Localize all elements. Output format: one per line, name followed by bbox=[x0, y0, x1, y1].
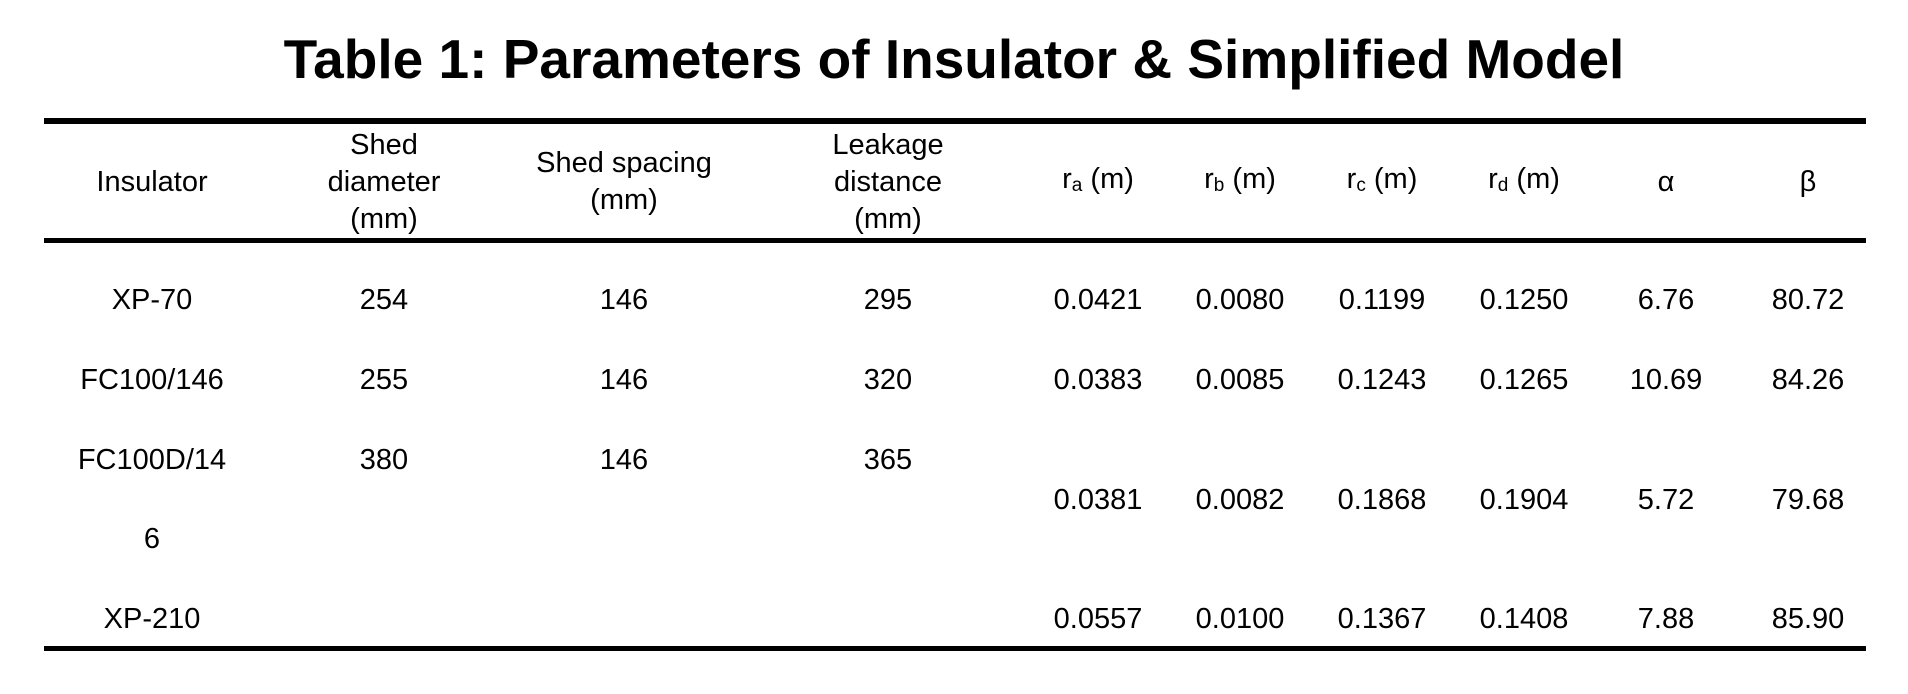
cell-insulator-line2: 6 bbox=[143, 523, 161, 555]
header-rd-label: $r_d$ (m) bbox=[1488, 162, 1560, 196]
cell-leakage-distance: 320 bbox=[863, 364, 913, 396]
cell-rb: 0.0100 bbox=[1195, 603, 1285, 635]
header-ra bbox=[1062, 126, 1134, 238]
cell-shed-diameter: 254 bbox=[359, 284, 409, 316]
cell-ra: 0.0383 bbox=[1053, 364, 1143, 396]
header-rc-label: $r_c$ (m) bbox=[1346, 162, 1418, 196]
header-leakage-distance-line2: distance bbox=[833, 165, 942, 198]
cell-leakage-distance: 295 bbox=[863, 284, 913, 316]
cell-alpha: 5.72 bbox=[1637, 484, 1695, 516]
cell-shed-diameter: 255 bbox=[359, 364, 409, 396]
header-leakage-distance-line1: Leakage bbox=[832, 128, 944, 161]
header-leakage-distance bbox=[832, 126, 943, 238]
header-shed-spacing bbox=[536, 126, 712, 238]
cell-shed-diameter: 380 bbox=[359, 444, 409, 476]
cell-rb: 0.0082 bbox=[1195, 484, 1285, 516]
cell-leakage-distance: 365 bbox=[863, 444, 913, 476]
header-rb bbox=[1204, 126, 1276, 238]
table-title: Table 1: Parameters of Insulator & Simplified Model bbox=[283, 28, 1625, 90]
header-insulator-label: Insulator bbox=[96, 165, 208, 198]
cell-rb: 0.0080 bbox=[1195, 284, 1285, 316]
table-top-rule bbox=[44, 118, 1866, 124]
header-beta bbox=[1800, 126, 1817, 238]
cell-beta: 85.90 bbox=[1771, 603, 1845, 635]
cell-ra: 0.0381 bbox=[1053, 484, 1143, 516]
header-shed-diameter-line3: (mm) bbox=[350, 202, 418, 235]
header-insulator bbox=[96, 126, 207, 238]
cell-shed-spacing: 146 bbox=[599, 284, 649, 316]
cell-insulator: XP-210 bbox=[103, 603, 201, 635]
header-alpha-label: α bbox=[1657, 165, 1675, 198]
cell-beta: 84.26 bbox=[1771, 364, 1845, 396]
cell-insulator-line1: FC100D/14 bbox=[77, 444, 227, 476]
cell-rc: 0.1243 bbox=[1337, 364, 1427, 396]
cell-insulator: FC100/146 bbox=[80, 364, 224, 396]
cell-rd: 0.1408 bbox=[1479, 603, 1569, 635]
cell-beta: 79.68 bbox=[1771, 484, 1845, 516]
header-rc bbox=[1347, 126, 1418, 238]
header-shed-spacing-line2: (mm) bbox=[590, 184, 658, 216]
header-ra-label: $r_a$ (m) bbox=[1062, 162, 1134, 196]
cell-rc: 0.1868 bbox=[1337, 484, 1427, 516]
cell-alpha: 7.88 bbox=[1637, 603, 1695, 635]
cell-beta: 80.72 bbox=[1771, 284, 1845, 316]
header-rd bbox=[1488, 126, 1560, 238]
cell-rd: 0.1904 bbox=[1479, 484, 1569, 516]
cell-rc: 0.1199 bbox=[1338, 284, 1426, 316]
cell-rd: 0.1250 bbox=[1479, 284, 1569, 316]
cell-alpha: 10.69 bbox=[1629, 364, 1703, 396]
cell-shed-spacing: 146 bbox=[599, 364, 649, 396]
header-shed-spacing-line1: Shed spacing bbox=[536, 147, 712, 179]
cell-rc: 0.1367 bbox=[1337, 603, 1427, 635]
header-rb-label: $r_b$ (m) bbox=[1204, 162, 1276, 196]
cell-rd: 0.1265 bbox=[1479, 364, 1569, 396]
header-shed-diameter-line2: diameter bbox=[327, 165, 441, 198]
cell-ra: 0.0421 bbox=[1053, 284, 1143, 316]
header-shed-diameter bbox=[328, 126, 441, 238]
cell-shed-spacing: 146 bbox=[599, 444, 649, 476]
header-shed-diameter-line1: Shed bbox=[350, 128, 418, 161]
table-bottom-rule bbox=[44, 646, 1866, 651]
header-leakage-distance-line3: (mm) bbox=[854, 202, 922, 235]
cell-alpha: 6.76 bbox=[1637, 284, 1695, 316]
header-alpha bbox=[1658, 126, 1675, 238]
cell-insulator: XP-70 bbox=[111, 284, 193, 316]
header-beta-label: β bbox=[1799, 165, 1817, 198]
table-header-rule bbox=[44, 238, 1866, 243]
cell-rb: 0.0085 bbox=[1195, 364, 1285, 396]
cell-ra: 0.0557 bbox=[1053, 603, 1143, 635]
